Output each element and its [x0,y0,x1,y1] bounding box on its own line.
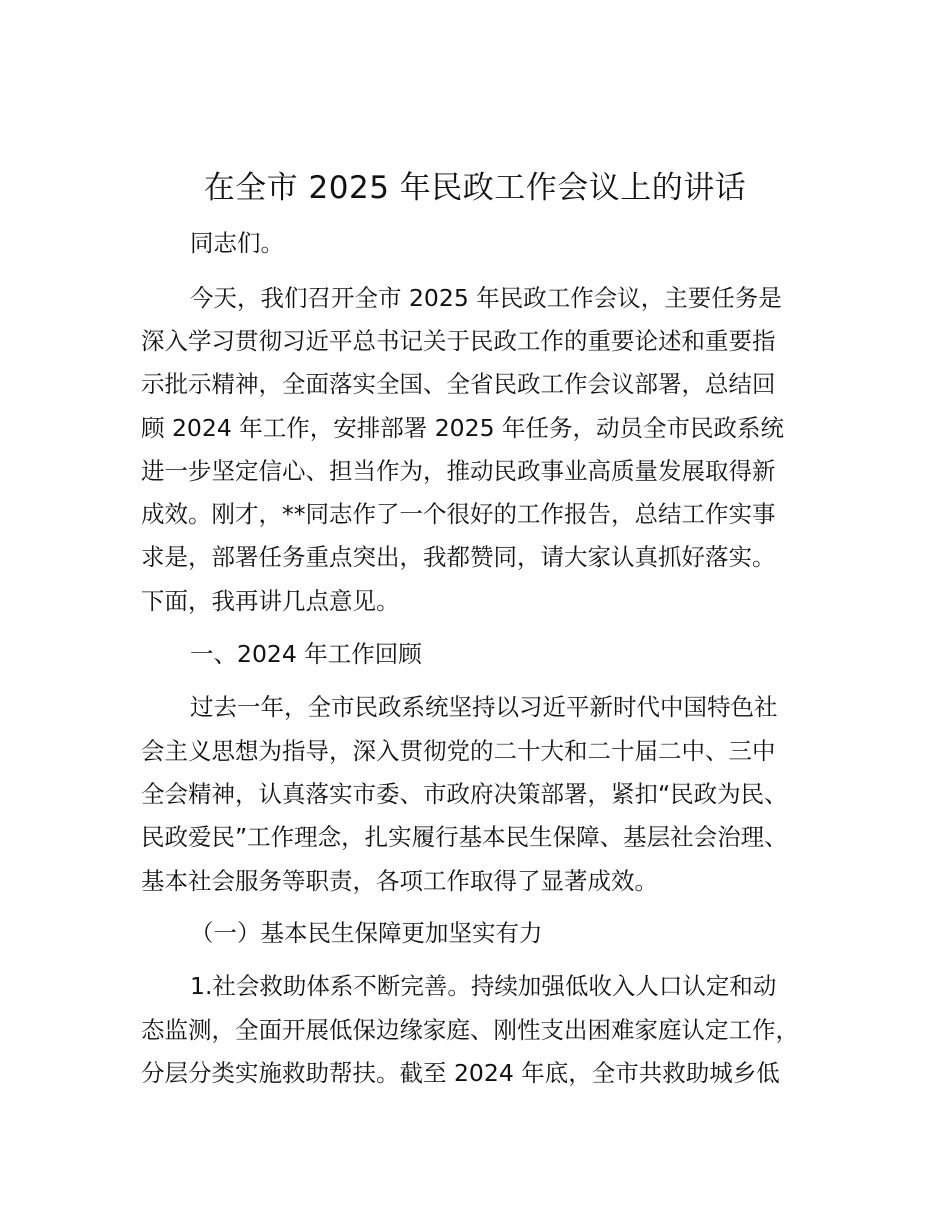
paragraph-line: 顾 2024 年工作，安排部署 2025 年任务，动员全市民政系统 [141,414,784,442]
paragraph-line: 成效。刚才，**同志作了一个很好的工作报告，总结工作实事 [141,500,776,528]
paragraph-line: 下面，我再讲几点意见。 [141,587,400,615]
paragraph-line: 基本社会服务等职责，各项工作取得了显著成效。 [141,867,658,895]
paragraph-line: 分层分类实施救助帮扶。截至 2024 年底，全市共救助城乡低 [141,1059,780,1087]
salutation: 同志们。 [190,229,284,257]
section-heading: 一、2024 年工作回顾 [190,640,422,668]
paragraph-line: 今天，我们召开全市 2025 年民政工作会议，主要任务是 [190,284,782,312]
paragraph-line: 民政爱民”工作理念，扎实履行基本民生保障、基层社会治理、 [141,823,788,851]
paragraph-line: 会主义思想为指导，深入贯彻党的二十大和二十届二中、三中 [141,737,776,765]
paragraph-line: 进一步坚定信心、担当作为，推动民政事业高质量发展取得新 [141,457,776,485]
paragraph-line: 全会精神，认真落实市委、市政府决策部署，紧扣“民政为民、 [141,780,788,808]
subsection-heading: （一）基本民生保障更加坚实有力 [190,919,543,947]
document-title: 在全市 2025 年民政工作会议上的讲话 [203,170,747,206]
paragraph-line: 态监测，全面开展低保边缘家庭、刚性支出困难家庭认定工作， [141,1016,799,1044]
paragraph-line: 1.社会救助体系不断完善。持续加强低收入人口认定和动 [190,972,777,1000]
paragraph-line: 示批示精神，全面落实全国、全省民政工作会议部署，总结回 [141,370,776,398]
paragraph-line: 深入学习贯彻习近平总书记关于民政工作的重要论述和重要指 [141,327,776,355]
paragraph-line: 求是，部署任务重点突出，我都赞同，请大家认真抓好落实。 [141,543,776,571]
paragraph-line: 过去一年，全市民政系统坚持以习近平新时代中国特色社 [190,693,778,721]
